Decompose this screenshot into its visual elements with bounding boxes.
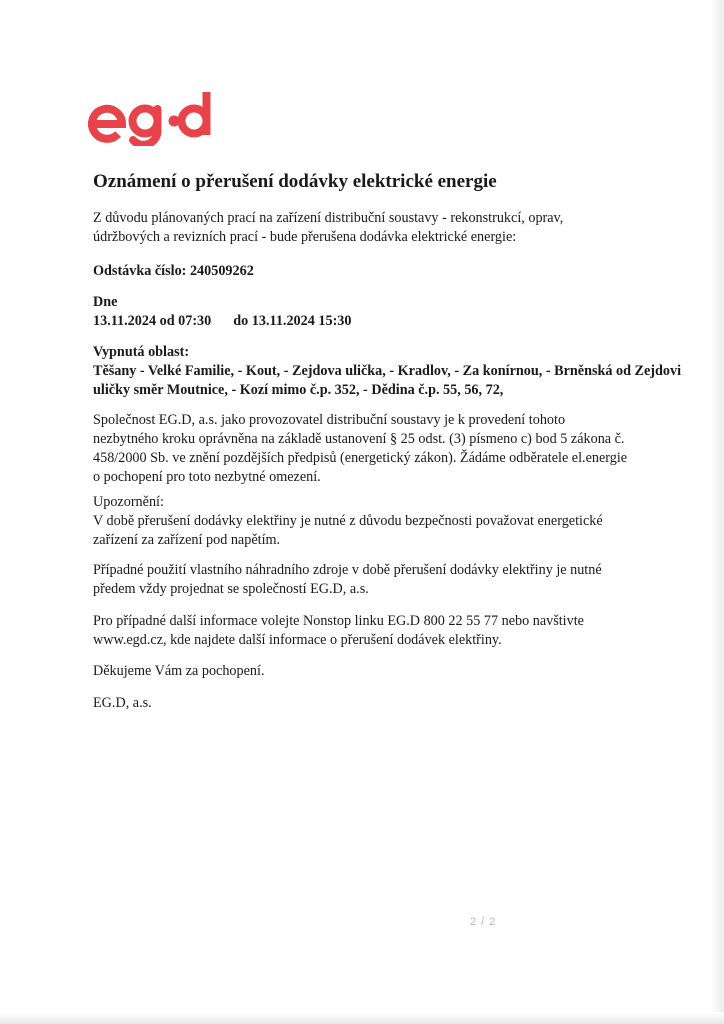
warning-line: zařízení za zařízení pod napětím. (93, 532, 281, 548)
thanks-text: Děkujeme Vám za pochopení. (93, 663, 265, 679)
intro-line: údržbových a revizních prací - bude přerušena dodávka elektrické energie: (93, 229, 517, 245)
generator-paragraph (93, 561, 602, 599)
signature-text: EG.D, a.s. (93, 695, 152, 711)
generator-line: předem vždy projednat se společností EG.D, a.s. (93, 581, 369, 597)
date-from: 13.11.2024 od 07:30 (93, 313, 212, 329)
intro-line: Z důvodu plánovaných prací na zařízení distribuční soustavy - rekonstrukcí, oprav, (93, 210, 564, 226)
scan-edge-bottom (0, 1012, 724, 1024)
affected-area-section (93, 343, 681, 400)
legal-line: 458/2000 Sb. ve znění pozdějších předpisů (energetický zákon). Žádáme odběratele el.energie (93, 450, 628, 466)
generator-line: Případné použití vlastního náhradního zdroje v době přerušení dodávky elektřiny je nutné (93, 562, 602, 578)
legal-line: nezbytného kroku oprávněna na základě ustanovení § 25 odst. (3) písmeno c) bod 5 zákona č. (93, 431, 625, 447)
page-number: 2 / 2 (470, 916, 497, 928)
intro-paragraph (93, 209, 563, 247)
legal-line: o pochopení pro toto nezbytné omezení. (93, 469, 321, 485)
area-label: Vypnutá oblast: (93, 344, 190, 360)
egd-logo (87, 92, 217, 146)
contact-line: www.egd.cz, kde najdete další informace o přerušení dodávek elektřiny. (93, 632, 502, 648)
warning-label: Upozornění: (93, 494, 164, 510)
contact-paragraph (93, 612, 584, 650)
area-line: uličky směr Moutnice, - Kozí mimo č.p. 352, - Dědina č.p. 55, 56, 72, (93, 382, 504, 398)
warning-paragraph (93, 493, 603, 550)
legal-line: Společnost EG.D, a.s. jako provozovatel distribuční soustavy je k provedení tohoto (93, 412, 566, 428)
date-range (93, 312, 352, 331)
scan-edge-right (710, 0, 724, 1024)
area-line: Těšany - Velké Familie, - Kout, - Zejdova ulička, - Kradlov, - Za konírnou, - Brněnská od Zejdovi (93, 363, 682, 379)
date-to: do 13.11.2024 15:30 (233, 313, 352, 329)
warning-line: V době přerušení dodávky elektřiny je nutné z důvodu bezpečnosti považovat energetické (93, 513, 603, 529)
date-section (93, 293, 352, 331)
document-title: Oznámení o přerušení dodávky elektrické energie (93, 171, 497, 192)
contact-line: Pro případné další informace volejte Nonstop linku EG.D 800 22 55 77 nebo navštivte (93, 613, 584, 629)
outage-number: Odstávka číslo: 240509262 (93, 263, 254, 279)
legal-paragraph (93, 411, 627, 487)
date-label: Dne (93, 294, 118, 310)
egd-logo-graphic (87, 92, 217, 146)
